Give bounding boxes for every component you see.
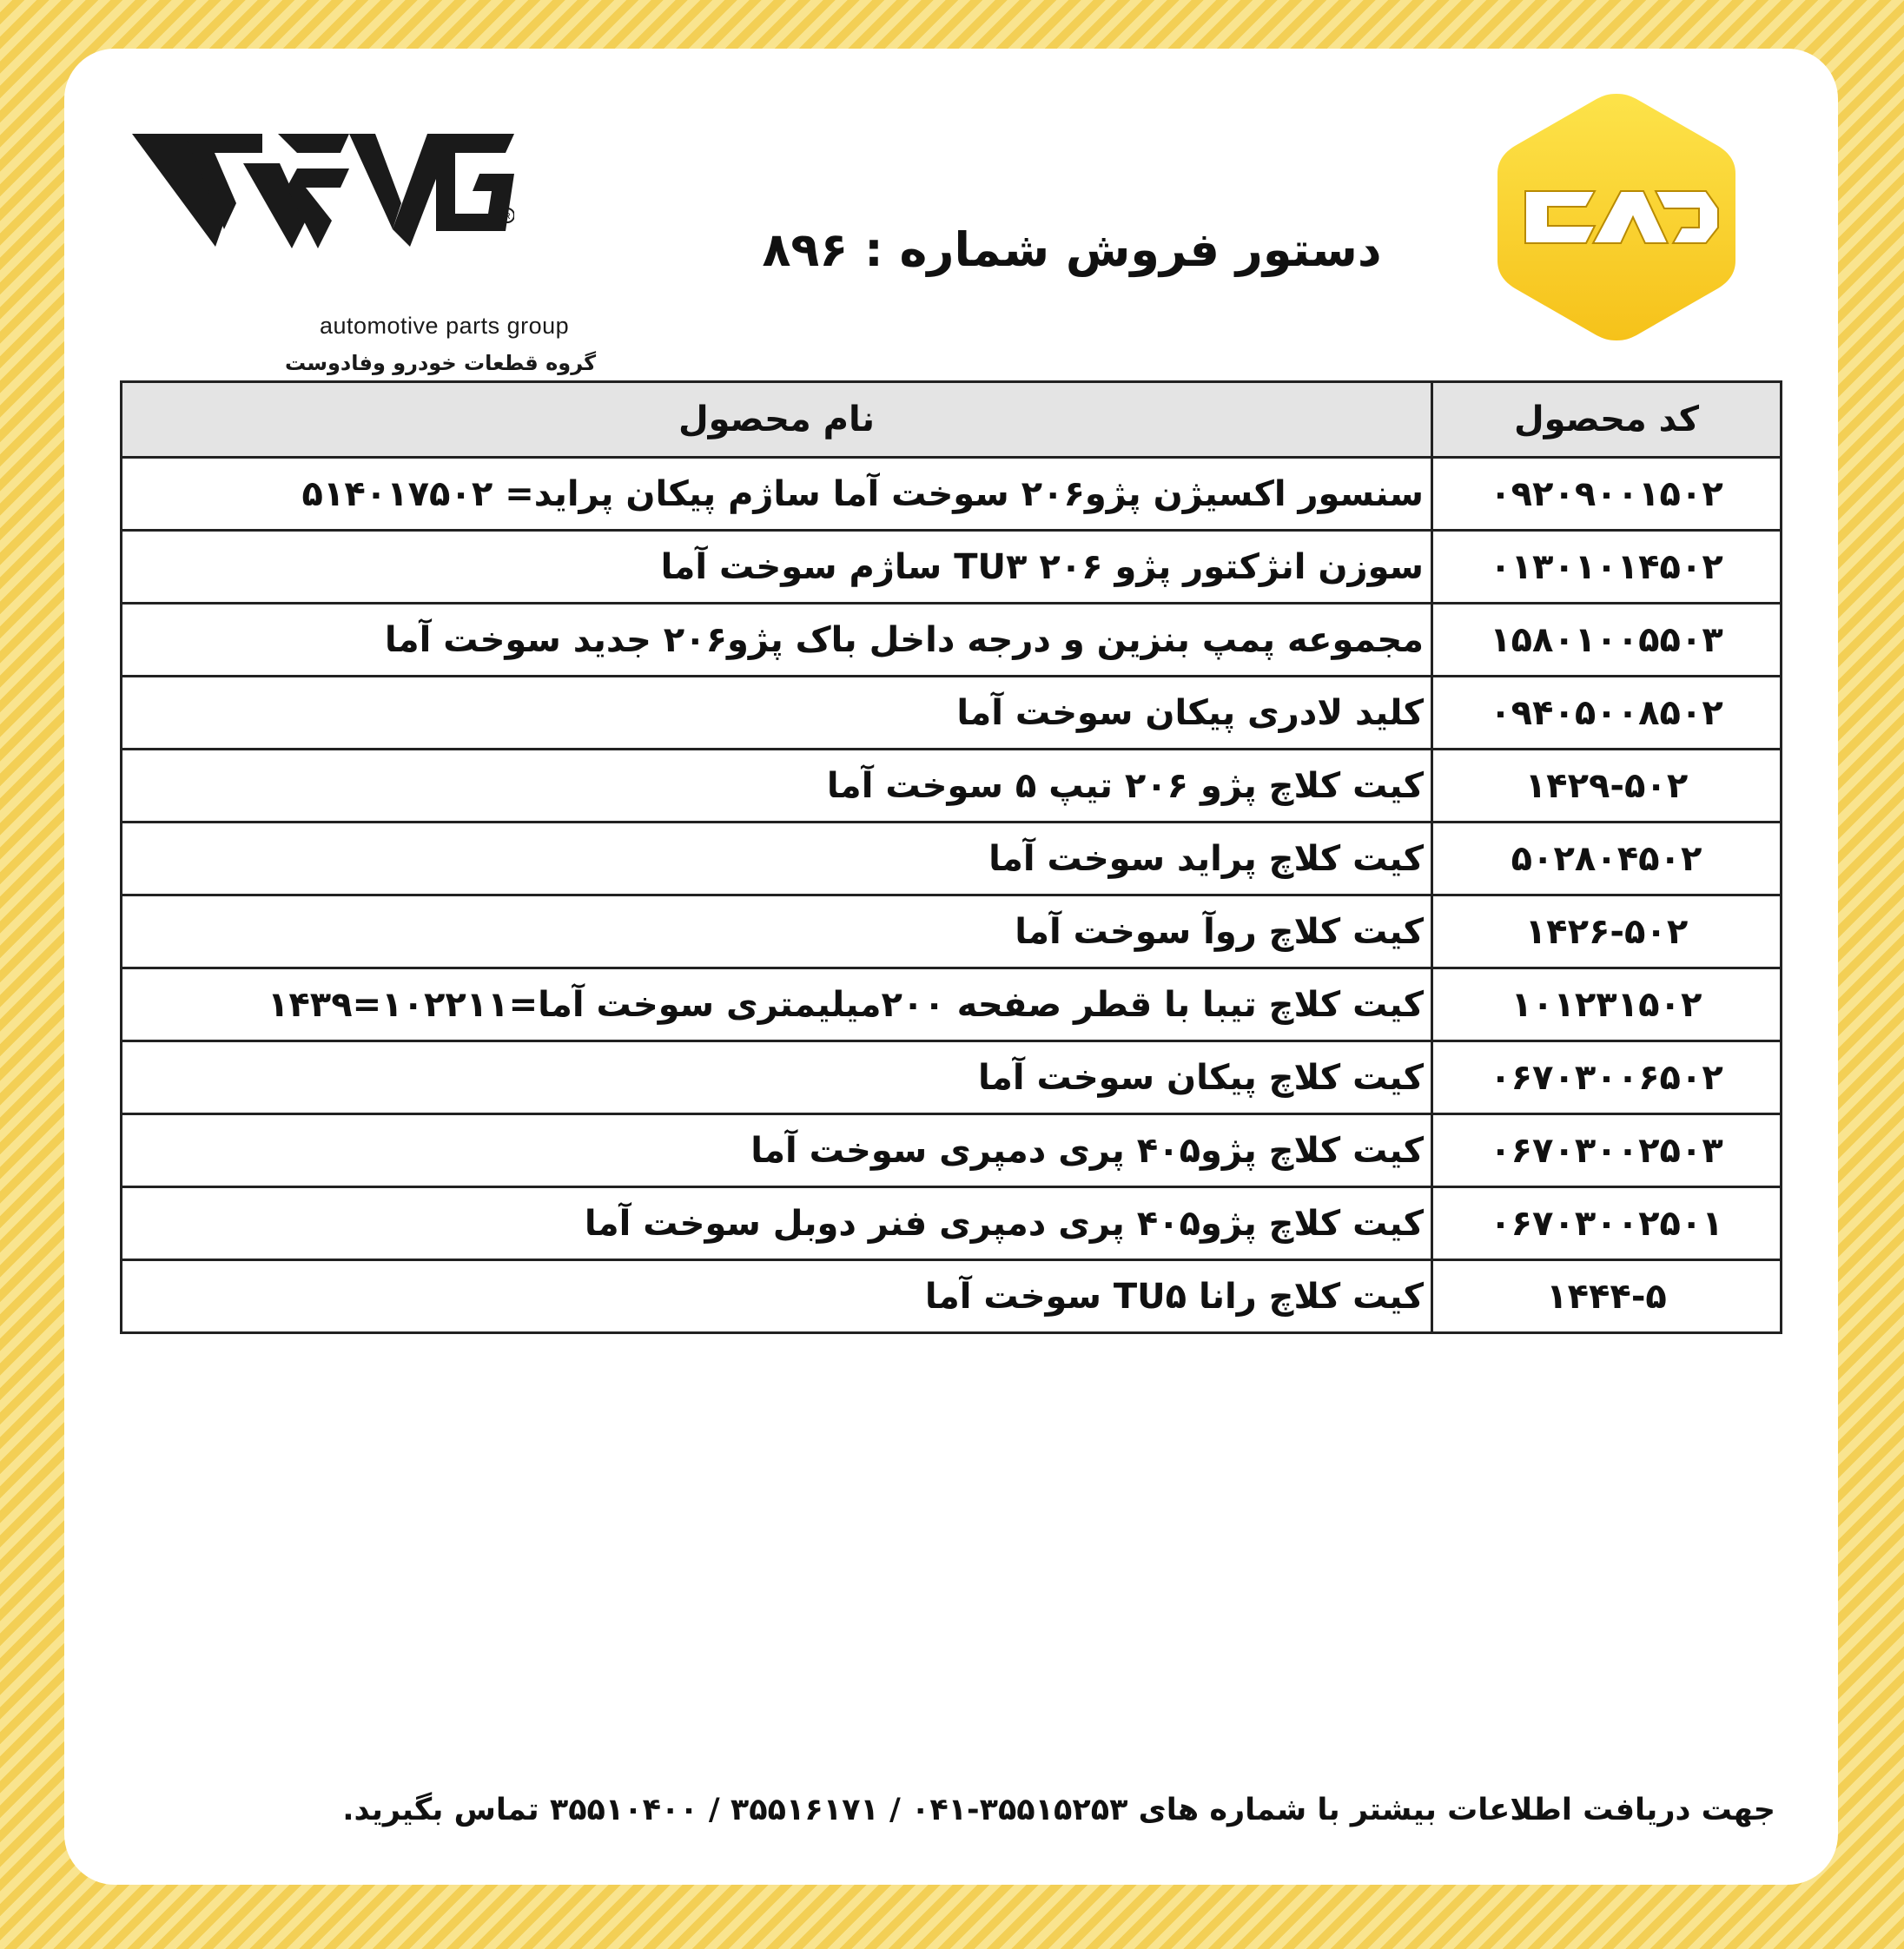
- product-code-cell: ۵۰۲۸۰۴۵۰۲: [1432, 823, 1782, 895]
- gsvg-tagline: automotive parts group: [320, 313, 570, 339]
- product-name-cell: کیت کلاچ رانا TU۵ سوخت آما: [122, 1260, 1432, 1333]
- product-code-cell: ۰۶۷۰۳۰۰۲۵۰۳: [1432, 1114, 1782, 1187]
- table-row: [122, 750, 1782, 823]
- table-row: [122, 1187, 1782, 1260]
- product-code-cell: ۰۱۳۰۱۰۱۴۵۰۲: [1432, 531, 1782, 604]
- product-code-cell: ۱۵۸۰۱۰۰۵۵۰۳: [1432, 604, 1782, 677]
- product-name-cell: کیت کلاچ تیبا با قطر صفحه ۲۰۰میلیمتری سوخت آما=۱۰۲۲۱۱=۱۴۳۹: [122, 968, 1432, 1041]
- product-name-cell: سنسور اکسیژن پژو۲۰۶ سوخت آما ساژم پیکان پراید= ۵۱۴۰۱۷۵۰۲: [122, 458, 1432, 531]
- table-row: [122, 1041, 1782, 1114]
- table-row: [122, 1260, 1782, 1333]
- gsvg-logo: [132, 134, 597, 375]
- table-row: [122, 968, 1782, 1041]
- product-name-cell: سوزن انژکتور پژو ۲۰۶ TU۳ ساژم سوخت آما: [122, 531, 1432, 604]
- table-row: [122, 1114, 1782, 1187]
- product-code-cell: ۰۶۷۰۳۰۰۲۵۰۱: [1432, 1187, 1782, 1260]
- table-row: [122, 604, 1782, 677]
- gsvg-logomark-icon: [132, 134, 514, 255]
- product-name-cell: کیت کلاچ پیکان سوخت آما: [122, 1041, 1432, 1114]
- contact-footer: جهت دریافت اطلاعات بیشتر با شماره های ۳۵۵۱۵۲۵۳-۰۴۱ / ۳۵۵۱۶۱۷۱ / ۳۵۵۱۰۴۰۰ تماس بگیرید.: [342, 1793, 1775, 1827]
- table-row: [122, 677, 1782, 750]
- document-card: [64, 49, 1838, 1885]
- product-name-cell: کیت کلاچ روآ سوخت آما: [122, 895, 1432, 968]
- table-row: [122, 895, 1782, 968]
- product-name-cell: کلید لادری پیکان سوخت آما: [122, 677, 1432, 750]
- header-product-code: کد محصول: [1432, 382, 1782, 458]
- table-row: [122, 531, 1782, 604]
- product-name-cell: کیت کلاچ پراید سوخت آما: [122, 823, 1432, 895]
- gsvg-persian-tagline: گروه قطعات خودرو وفادوست: [285, 351, 597, 375]
- table-row: [122, 823, 1782, 895]
- table-row: [122, 458, 1782, 531]
- product-name-cell: کیت کلاچ پژو ۲۰۶ تیپ ۵ سوخت آما: [122, 750, 1432, 823]
- product-name-cell: کیت کلاچ پژو۴۰۵ پری دمپری سوخت آما: [122, 1114, 1432, 1187]
- product-code-cell: ۰۹۴۰۵۰۰۸۵۰۲: [1432, 677, 1782, 750]
- svg-text:R: R: [504, 212, 511, 221]
- page-title: دستور فروش شماره : ۸۹۶: [762, 222, 1382, 277]
- product-table: [120, 380, 1782, 1334]
- cad-logo: [1491, 87, 1742, 347]
- product-code-cell: ۰۹۲۰۹۰۰۱۵۰۲: [1432, 458, 1782, 531]
- product-name-cell: مجموعه پمپ بنزین و درجه داخل باک پژو۲۰۶ جدید سوخت آما: [122, 604, 1432, 677]
- cad-hexagon-logo-icon: [1491, 87, 1742, 347]
- table-header-row: [122, 382, 1782, 458]
- product-name-cell: کیت کلاچ پژو۴۰۵ پری دمپری فنر دوبل سوخت آما: [122, 1187, 1432, 1260]
- header-product-name: نام محصول: [122, 382, 1432, 458]
- product-code-cell: ۰۶۷۰۳۰۰۶۵۰۲: [1432, 1041, 1782, 1114]
- product-code-cell: ۱۰۱۲۳۱۵۰۲: [1432, 968, 1782, 1041]
- product-code-cell: ۱۴۲۹-۵۰۲: [1432, 750, 1782, 823]
- product-code-cell: ۱۴۲۶-۵۰۲: [1432, 895, 1782, 968]
- product-code-cell: ۱۴۴۴-۵: [1432, 1260, 1782, 1333]
